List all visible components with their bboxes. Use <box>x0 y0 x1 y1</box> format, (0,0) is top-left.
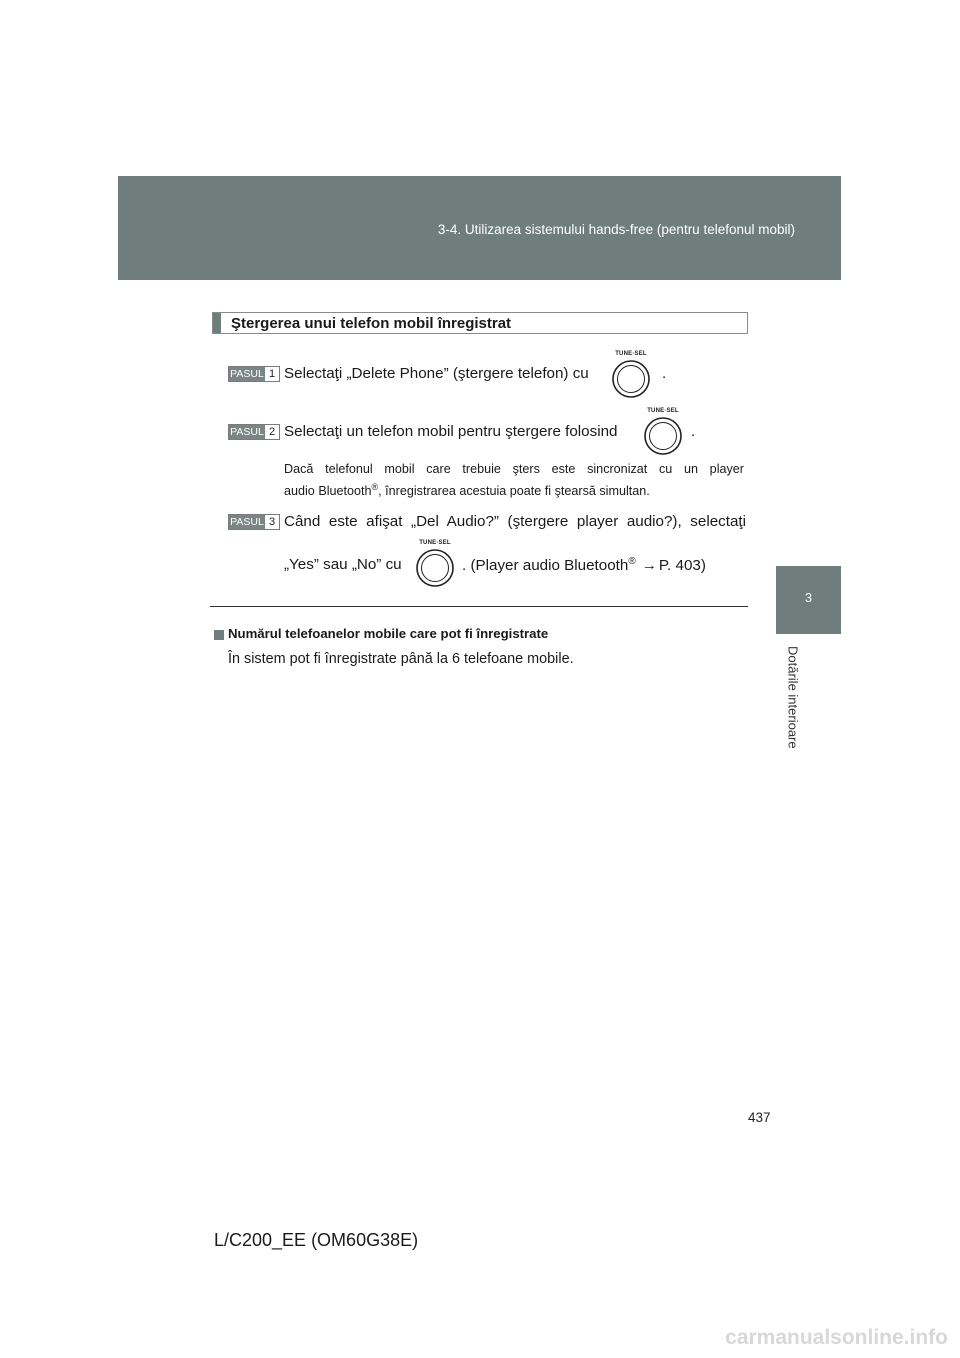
info-title: Numărul telefoanelor mobile care pot fi înregistrate <box>228 626 549 641</box>
section-heading-bar <box>213 313 221 333</box>
footer-code: L/C200_EE (OM60G38E) <box>214 1230 419 1250</box>
chapter-header-band <box>118 176 841 280</box>
step-badge-number: 3 <box>268 516 276 528</box>
step-3-line-2-start: „Yes” sau „No” cu <box>284 556 402 573</box>
tune-sel-knob-icon <box>608 351 654 403</box>
tune-sel-knob-icon <box>640 408 686 460</box>
section-title: Ştergerea unui telefon mobil înregistrat <box>231 315 512 332</box>
step-2-text: Selectaţi un telefon mobil pentru ştergere folosind <box>284 423 618 440</box>
note-text-b: , înregistrarea acestuia poate fi ştearsă simultan. <box>378 484 650 499</box>
arrow-icon: → <box>641 557 657 575</box>
note-text-a: audio Bluetooth <box>284 484 372 499</box>
tune-sel-knob-icon <box>412 540 458 592</box>
step-1-text: Selectaţi „Delete Phone” (ştergere telefon) cu <box>284 365 589 382</box>
side-chapter-number: 3 <box>804 590 813 605</box>
page-reference-link[interactable]: P. 403) <box>658 557 706 575</box>
page-number: 437 <box>748 1110 771 1125</box>
step-badge-number: 2 <box>268 426 276 438</box>
side-chapter-label <box>783 646 803 776</box>
side-chapter-tab <box>776 566 841 634</box>
step-2-end: . <box>691 423 696 440</box>
step-badge-number: 1 <box>268 368 276 380</box>
step-1-badge <box>228 366 280 382</box>
note-line-2 <box>284 482 650 498</box>
note-line-1: Dacă telefonul mobil care trebuie şters este sincronizat cu un player <box>284 462 744 476</box>
section-divider <box>210 606 748 607</box>
info-text: În sistem pot fi înregistrate până la 6 telefoane mobile. <box>228 651 574 667</box>
watermark: carmanualsonline.info <box>725 1326 948 1349</box>
step-badge-label: PASUL <box>230 516 264 528</box>
registered-mark: ® <box>628 556 636 567</box>
step-3-badge <box>228 514 280 530</box>
step-badge-label: PASUL <box>230 368 264 380</box>
step-1-end: . <box>662 365 667 382</box>
chapter-title: 3-4. Utilizarea sistemului hands-free (pentru telefonul mobil) <box>437 222 795 237</box>
step-2-badge <box>228 424 280 440</box>
step-3-line-1: Când este afişat „Del Audio?” (ştergere player audio?), selectaţi <box>284 513 746 530</box>
knob-label: TUNE·SEL <box>647 408 679 414</box>
step-3-reference-text: . (Player audio Bluetooth <box>462 557 629 575</box>
side-chapter-label-text: Dotările interioare <box>785 646 801 749</box>
knob-label: TUNE·SEL <box>615 351 647 357</box>
registered-mark: ® <box>371 482 379 492</box>
square-bullet-icon <box>214 630 224 640</box>
step-badge-label: PASUL <box>230 426 264 438</box>
step-3-line-2-end <box>462 556 706 574</box>
section-heading <box>212 312 748 334</box>
knob-label: TUNE·SEL <box>419 540 451 546</box>
